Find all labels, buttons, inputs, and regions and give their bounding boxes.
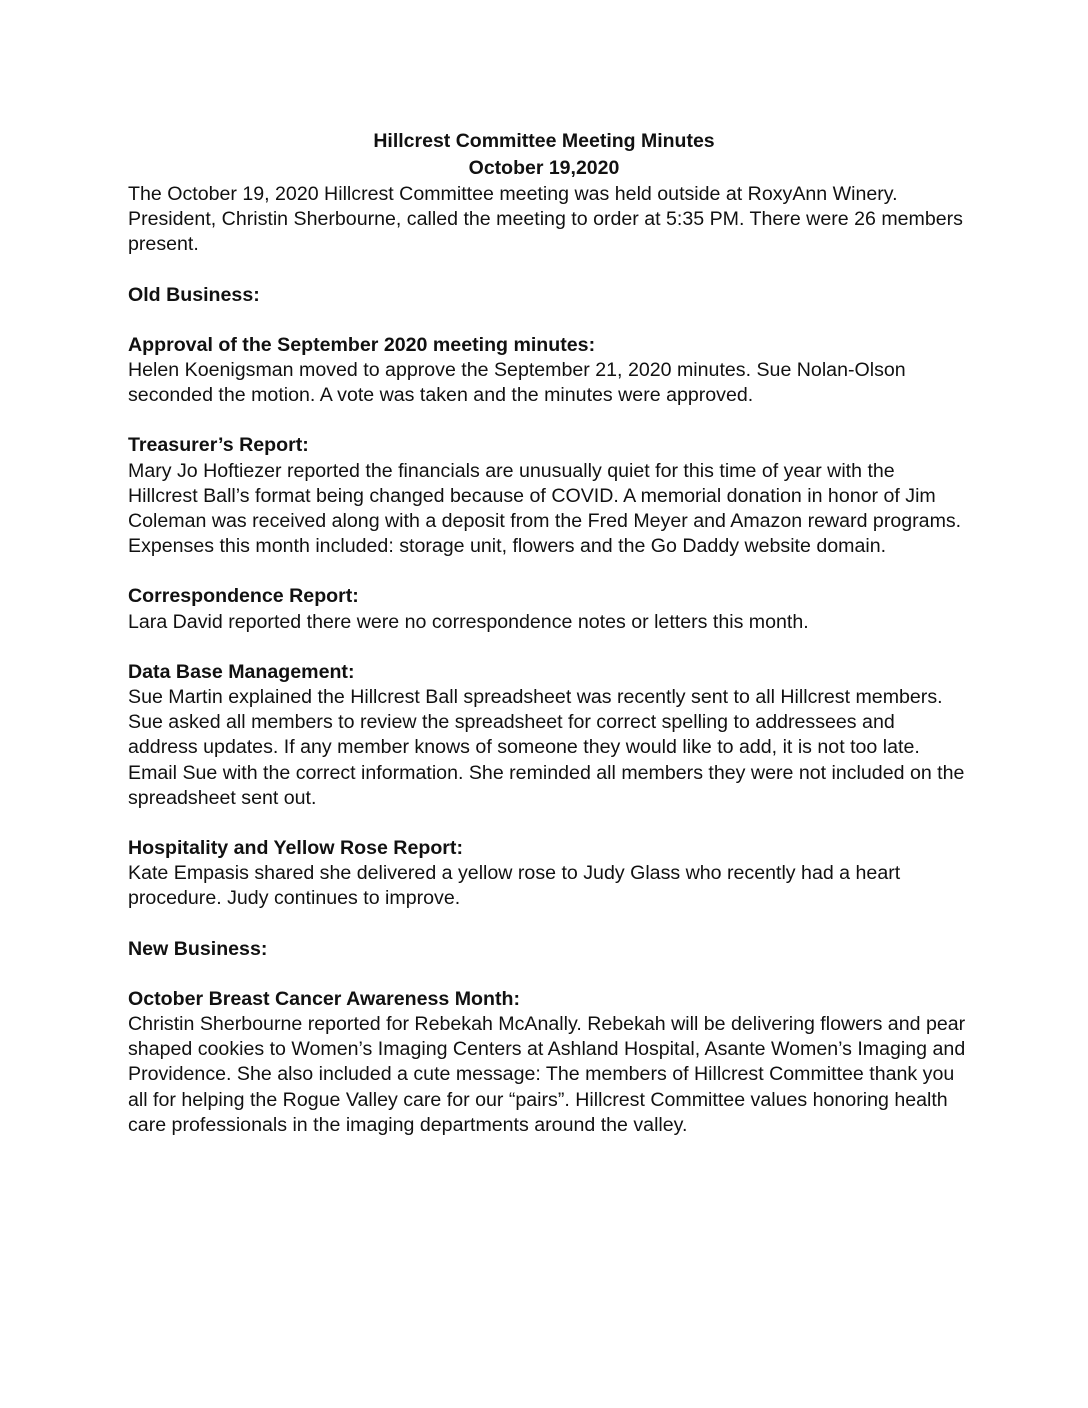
breast-cancer-section	[128, 987, 968, 1138]
document-date: October 19,2020	[468, 157, 620, 179]
treasurer-heading: Treasurer’s Report:	[128, 434, 309, 457]
hospitality-body: Kate Empasis shared she delivered a yellow rose to Judy Glass who recently had a heart procedure. Judy continues to improve.	[128, 862, 901, 910]
document-title: Hillcrest Committee Meeting Minutes	[373, 130, 715, 152]
treasurer-body: Mary Jo Hoftiezer reported the financials are unusually quiet for this time of year with the Hillcrest Ball’s format being changed because of COVID. A memorial donation in honor of Jim Coleman was received along with a deposit from the Fred Meyer and Amazon reward programs. Expenses this month included: storage unit, flowers and the Go Daddy website domain.	[128, 459, 962, 558]
breast-cancer-body: Christin Sherbourne reported for Rebekah McAnally. Rebekah will be delivering flowers and pear shaped cookies to Women’s Imaging Centers at Ashland Hospital, Asante Women’s Imaging and Providence. She also included a cute message: The members of Hillcrest Committee thank you all for helping the Rogue Valley care for our “pairs”. Hillcrest Committee values honoring health care professionals in the imaging departments around the valley.	[128, 1013, 966, 1136]
title-block	[128, 128, 960, 182]
correspondence-body: Lara David reported there were no correspondence notes or letters this month.	[128, 610, 809, 633]
breast-cancer-heading: October Breast Cancer Awareness Month:	[128, 987, 520, 1010]
approval-section	[128, 333, 968, 409]
old-business-section	[128, 283, 968, 308]
document-page	[128, 128, 968, 1138]
treasurer-section	[128, 433, 968, 559]
correspondence-section	[128, 584, 968, 634]
correspondence-heading: Correspondence Report:	[128, 585, 359, 608]
database-heading: Data Base Management:	[128, 660, 355, 683]
database-section	[128, 660, 968, 811]
intro-paragraph: The October 19, 2020 Hillcrest Committee meeting was held outside at RoxyAnn Winery. President, Christin Sherbourne, called the meeting to order at 5:35 PM. There were 26 members present.	[128, 183, 963, 256]
approval-body: Helen Koenigsman moved to approve the September 21, 2020 minutes. Sue Nolan-Olson seconded the motion. A vote was taken and the minutes were approved.	[128, 359, 906, 407]
old-business-heading: Old Business:	[128, 283, 260, 306]
approval-heading: Approval of the September 2020 meeting minutes:	[128, 333, 596, 356]
database-body: Sue Martin explained the Hillcrest Ball spreadsheet was recently sent to all Hillcrest members. Sue asked all members to review the spreadsheet for correct spelling to addressees and address updates. If any member knows of someone they would like to add, it is not too late. Email Sue with the correct information. She reminded all members they were not included on the spreadsheet sent out.	[128, 686, 965, 809]
hospitality-heading: Hospitality and Yellow Rose Report:	[128, 837, 463, 860]
new-business-section	[128, 937, 968, 962]
hospitality-section	[128, 836, 968, 912]
new-business-heading: New Business:	[128, 937, 268, 960]
